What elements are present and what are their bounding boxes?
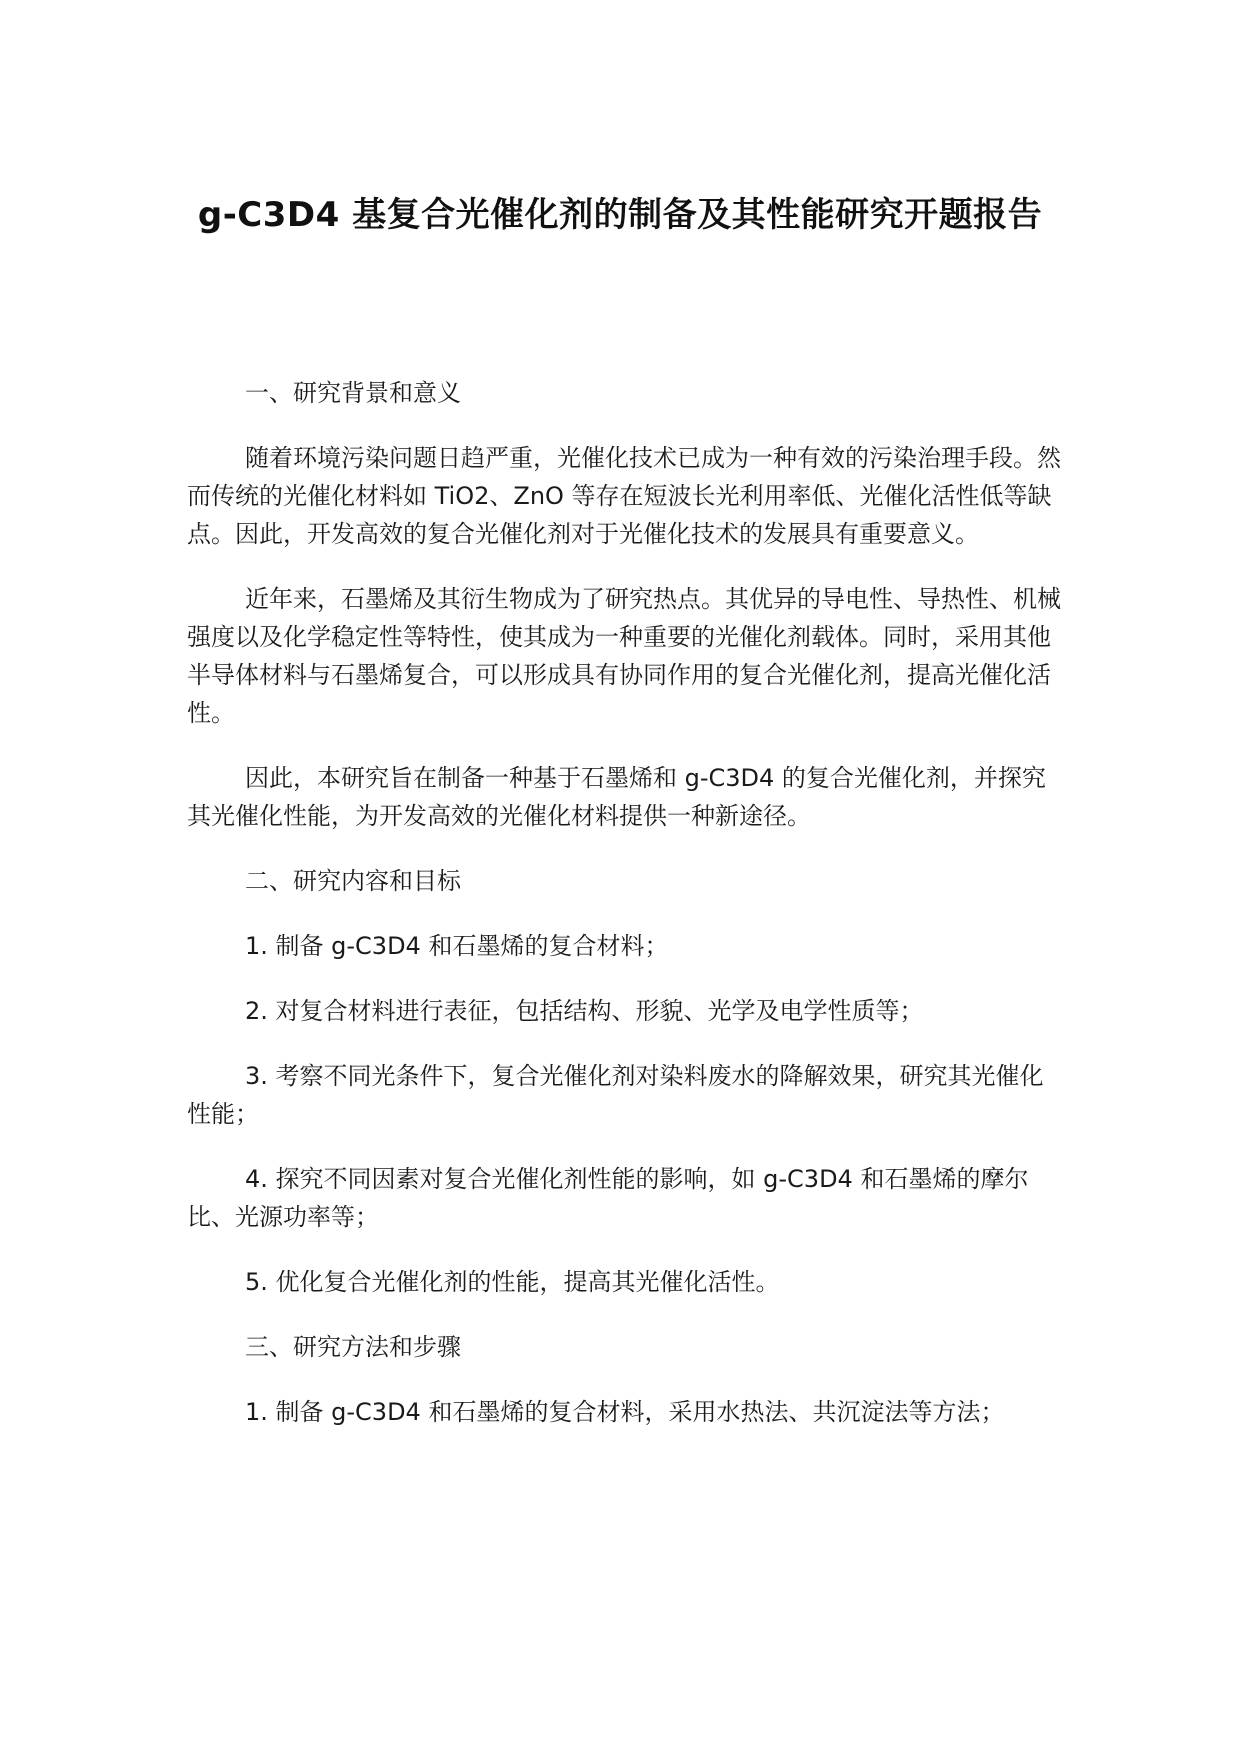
list-item-content-5: 5. 优化复合光催化剂的性能，提高其光催化活性。 — [245, 1268, 780, 1296]
section-heading-background: 一、研究背景和意义 — [245, 379, 461, 407]
section-heading-content: 二、研究内容和目标 — [245, 867, 461, 895]
document-body — [187, 374, 1067, 1458]
list-item-content-2: 2. 对复合材料进行表征，包括结构、形貌、光学及电学性质等； — [245, 997, 924, 1025]
paragraph-background-3: 因此，本研究旨在制备一种基于石墨烯和 g-C3D4 的复合光催化剂，并探究其光催化性能，为开发高效的光催化材料提供一种新途径。 — [187, 764, 1046, 830]
list-item-content-3: 3. 考察不同光条件下，复合光催化剂对染料废水的降解效果，研究其光催化性能； — [187, 1062, 1044, 1128]
document-title: g-C3D4 基复合光催化剂的制备及其性能研究开题报告 — [197, 195, 1043, 235]
list-item-content-1: 1. 制备 g-C3D4 和石墨烯的复合材料； — [245, 932, 669, 960]
paragraph-background-2: 近年来，石墨烯及其衍生物成为了研究热点。其优异的导电性、导热性、机械强度以及化学稳定性等特性，使其成为一种重要的光催化剂载体。同时，采用其他半导体材料与石墨烯复合，可以形成具有协同作用的复合光催化剂，提高光催化活性。 — [187, 585, 1061, 727]
list-item-methods-1: 1. 制备 g-C3D4 和石墨烯的复合材料，采用水热法、共沉淀法等方法； — [245, 1398, 1005, 1426]
paragraph-background-1: 随着环境污染问题日趋严重，光催化技术已成为一种有效的污染治理手段。然而传统的光催化材料如 TiO2、ZnO 等存在短波长光利用率低、光催化活性低等缺点。因此，开发高效的复合光催化剂对于光催化技术的发展具有重要意义。 — [187, 444, 1061, 548]
list-item-content-4: 4. 探究不同因素对复合光催化剂性能的影响，如 g-C3D4 和石墨烯的摩尔比、光源功率等； — [187, 1165, 1029, 1231]
section-heading-methods: 三、研究方法和步骤 — [245, 1333, 461, 1361]
